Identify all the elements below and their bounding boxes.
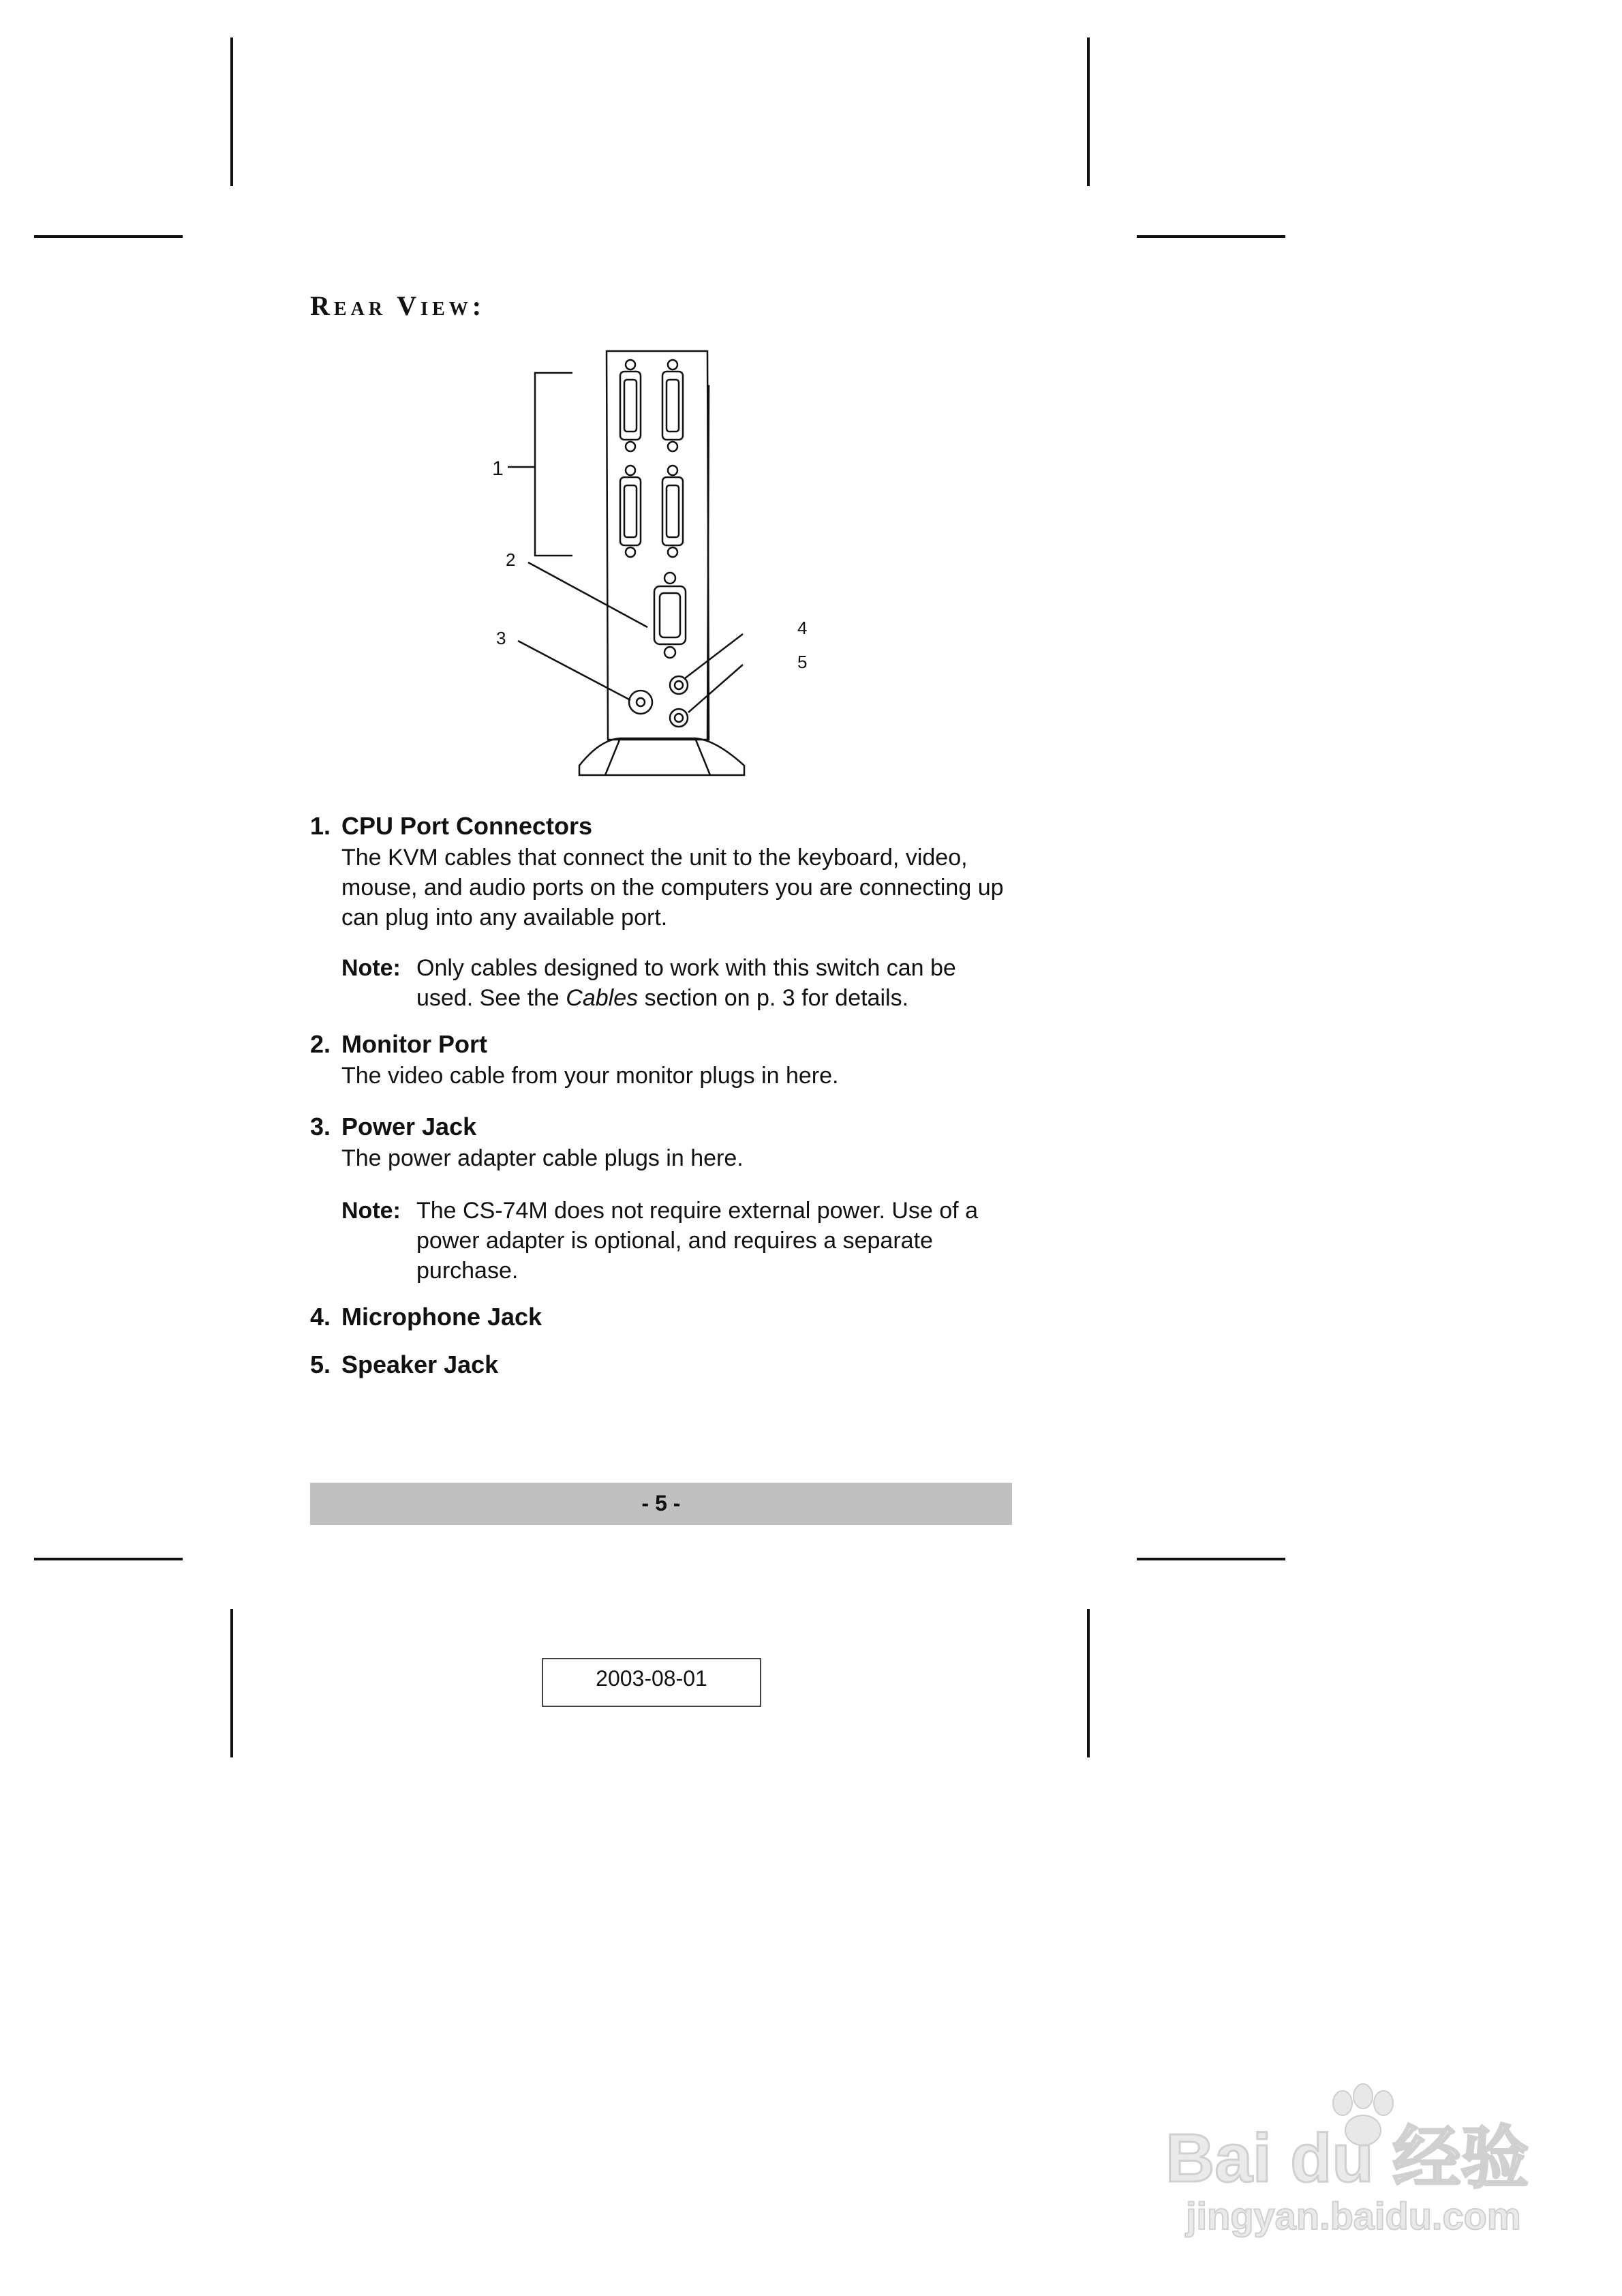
- crop-mark: [1087, 37, 1090, 186]
- item-number: 2.: [310, 1030, 331, 1058]
- list-item: [310, 1111, 1019, 1173]
- callout-1: 1: [492, 457, 504, 480]
- item-title: Speaker Jack: [341, 1350, 499, 1378]
- crop-mark: [1137, 235, 1285, 238]
- unit-stand: [579, 738, 744, 775]
- item-number: 5.: [310, 1350, 331, 1378]
- callout-2: 2: [506, 549, 516, 570]
- item-body: The video cable from your monitor plugs in here.: [341, 1063, 839, 1089]
- item-number: 1.: [310, 812, 331, 840]
- watermark-brand: Bai du 经验: [1165, 2120, 1529, 2196]
- note-italic-text: Cables: [566, 985, 639, 1011]
- item-title: Microphone Jack: [341, 1303, 542, 1331]
- crop-mark: [34, 235, 183, 238]
- item-number: 4.: [310, 1303, 331, 1331]
- note-text: Only cables designed to work with this switch can be used. See the: [416, 955, 956, 1011]
- item-body: The power adapter cable plugs in here.: [341, 1145, 744, 1171]
- list-item: [310, 1348, 1019, 1381]
- note-label: Note:: [341, 1198, 401, 1224]
- item-number: 3.: [310, 1113, 331, 1141]
- crop-mark: [34, 1558, 183, 1560]
- power-jack-icon: [629, 691, 652, 714]
- rear-view-diagram: [491, 344, 845, 787]
- item-title: Power Jack: [341, 1113, 477, 1141]
- page-number: - 5 -: [641, 1491, 681, 1515]
- list-item: [310, 810, 1019, 933]
- crop-mark: [1137, 1558, 1285, 1560]
- note-text: The CS-74M does not require external power. Use of a power adapter is optional, and requires a separate purchase.: [416, 1198, 978, 1284]
- watermark-url: jingyan.baidu.com: [1186, 2194, 1521, 2237]
- note: [341, 1196, 1009, 1286]
- cpu-port-icon: [620, 360, 641, 451]
- section-heading: Rear View:: [310, 290, 486, 321]
- callout-bracket: [508, 373, 572, 556]
- list-item: [310, 1028, 1019, 1091]
- callout-4: 4: [797, 618, 808, 638]
- speaker-jack-icon: [670, 709, 688, 727]
- crop-mark: [230, 37, 233, 186]
- item-body: The KVM cables that connect the unit to the keyboard, video, mouse, and audio ports on the computers you are connecting up can plug into any available port.: [341, 845, 1004, 931]
- monitor-port-icon: [654, 573, 686, 658]
- list-item: [310, 1301, 1019, 1333]
- date-box: 2003-08-01: [542, 1658, 761, 1707]
- footer-bar: [310, 1483, 1012, 1525]
- callout-5: 5: [797, 652, 808, 672]
- cpu-port-icon: [662, 466, 683, 557]
- callout-3: 3: [496, 628, 506, 648]
- microphone-jack-icon: [670, 676, 688, 694]
- note: [341, 953, 1009, 1013]
- note-text: section on p. 3 for details.: [638, 985, 909, 1011]
- item-title: CPU Port Connectors: [341, 812, 593, 840]
- cpu-port-icon: [662, 360, 683, 451]
- item-title: Monitor Port: [341, 1030, 487, 1058]
- crop-mark: [230, 1609, 233, 1757]
- crop-mark: [1087, 1609, 1090, 1757]
- note-label: Note:: [341, 955, 401, 981]
- cpu-port-icon: [620, 466, 641, 557]
- baidu-jingyan-watermark: [1159, 2079, 1567, 2243]
